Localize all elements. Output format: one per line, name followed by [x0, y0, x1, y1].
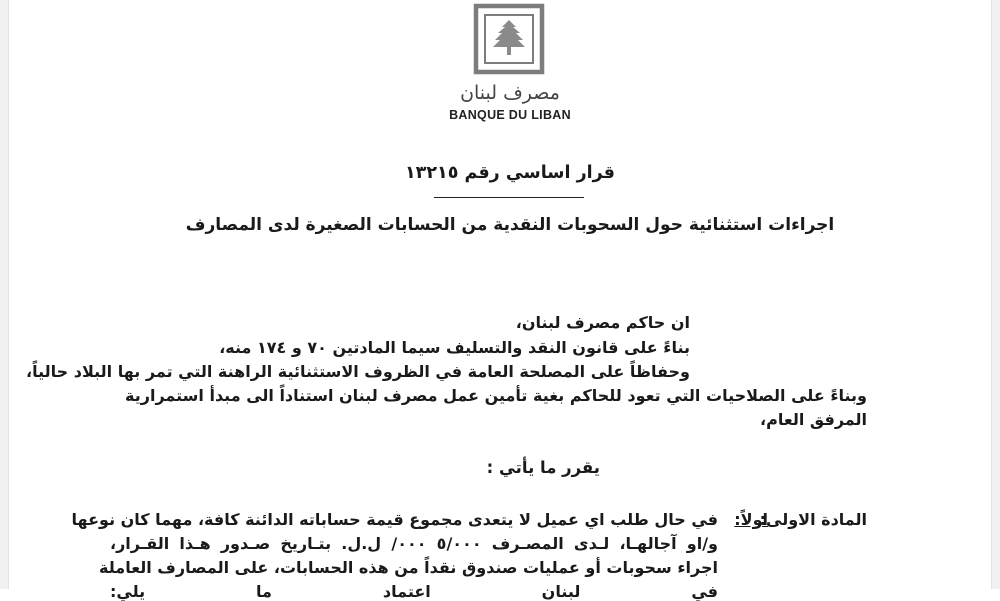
article-number: اولاً:	[734, 510, 768, 529]
brand-arabic: مصرف لبنان	[460, 82, 560, 104]
article-line: اجراء سحوبات أو عمليات صندوق نقداً من هذه الحسابات، على المصارف العاملة	[99, 558, 718, 577]
article-line: في لبنان اعتماد ما يلي:	[110, 582, 718, 601]
decision-subject: اجراءات استثنائية حول السحوبات النقدية من الحسابات الصغيرة لدى المصارف	[185, 215, 835, 235]
preamble-line: ان حاكم مصرف لبنان،	[515, 313, 690, 332]
cedar-logo-icon	[470, 0, 548, 78]
decision-title: قرار اساسي رقم ١٣٢١٥	[404, 163, 616, 183]
decides-heading: يقرر ما يأتي :	[486, 458, 600, 477]
article-label: المادة الاولى:	[759, 510, 867, 529]
brand-french: BANQUE DU LIBAN	[449, 108, 571, 122]
article-line: و/او آجالهـا، لـدى المصـرف ٥/٠٠٠ ٠٠٠/ ل.ل. بتـاريخ صـدور هـذا القـرار،	[110, 534, 718, 553]
title-underline	[434, 197, 584, 198]
preamble-line: المرفق العام،	[760, 410, 867, 429]
preamble-line: بناءً على قانون النقد والتسليف سيما المادتين ٧٠ و ١٧٤ منه،	[219, 338, 690, 357]
preamble-line: وحفاظاً على المصلحة العامة في الظروف الاستثنائية الراهنة التي تمر بها البلاد حالياً،	[26, 362, 690, 381]
page-edge-right	[991, 0, 1000, 589]
preamble-line: وبناءً على الصلاحيات التي تعود للحاكم بغية تأمين عمل مصرف لبنان استناداً الى مبدأ استمرارية	[125, 386, 867, 405]
article-line: في حال طلب اي عميل لا يتعدى مجموع قيمة حساباته الدائنة كافة، مهما كان نوعها	[71, 510, 718, 529]
page-edge-left	[0, 0, 9, 589]
